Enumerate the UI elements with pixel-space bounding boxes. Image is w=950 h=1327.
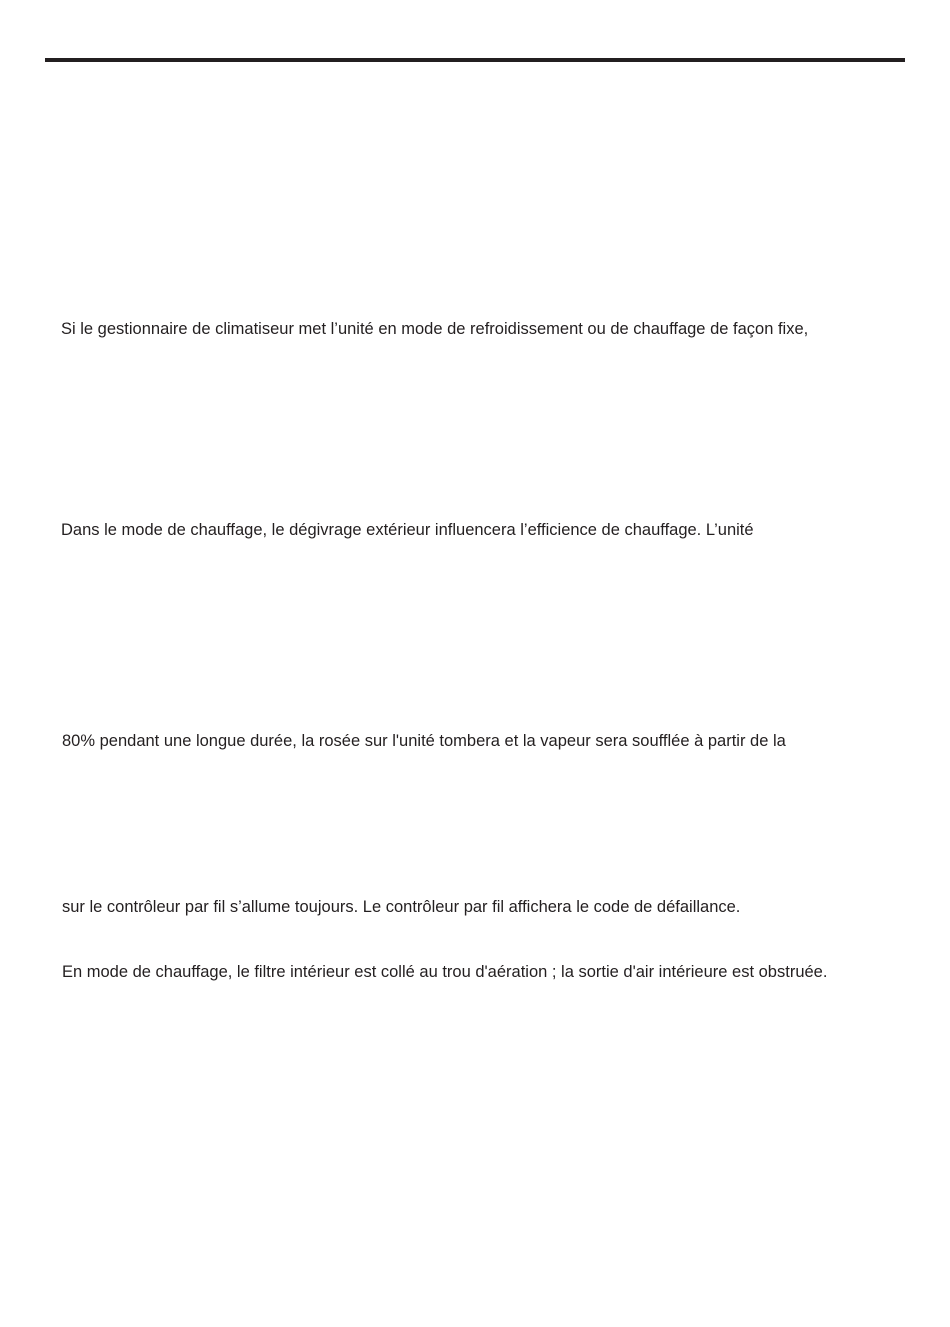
text-line-fault-code: sur le contrôleur par fil s’allume toujours. Le contrôleur par fil affichera le code de défaillance. bbox=[62, 898, 741, 916]
text-line-humidity: 80% pendant une longue durée, la rosée sur l'unité tombera et la vapeur sera soufflée à partir de la bbox=[62, 732, 786, 750]
text-line-defrost: Dans le mode de chauffage, le dégivrage extérieur influencera l’efficience de chauffage. L’unité bbox=[61, 521, 754, 539]
text-line-filter: En mode de chauffage, le filtre intérieur est collé au trou d'aération ; la sortie d'air intérieure est obstruée. bbox=[62, 963, 828, 981]
text-line-fixed-mode: Si le gestionnaire de climatiseur met l’unité en mode de refroidissement ou de chauffage de façon fixe, bbox=[61, 320, 809, 338]
header-rule bbox=[45, 58, 905, 62]
